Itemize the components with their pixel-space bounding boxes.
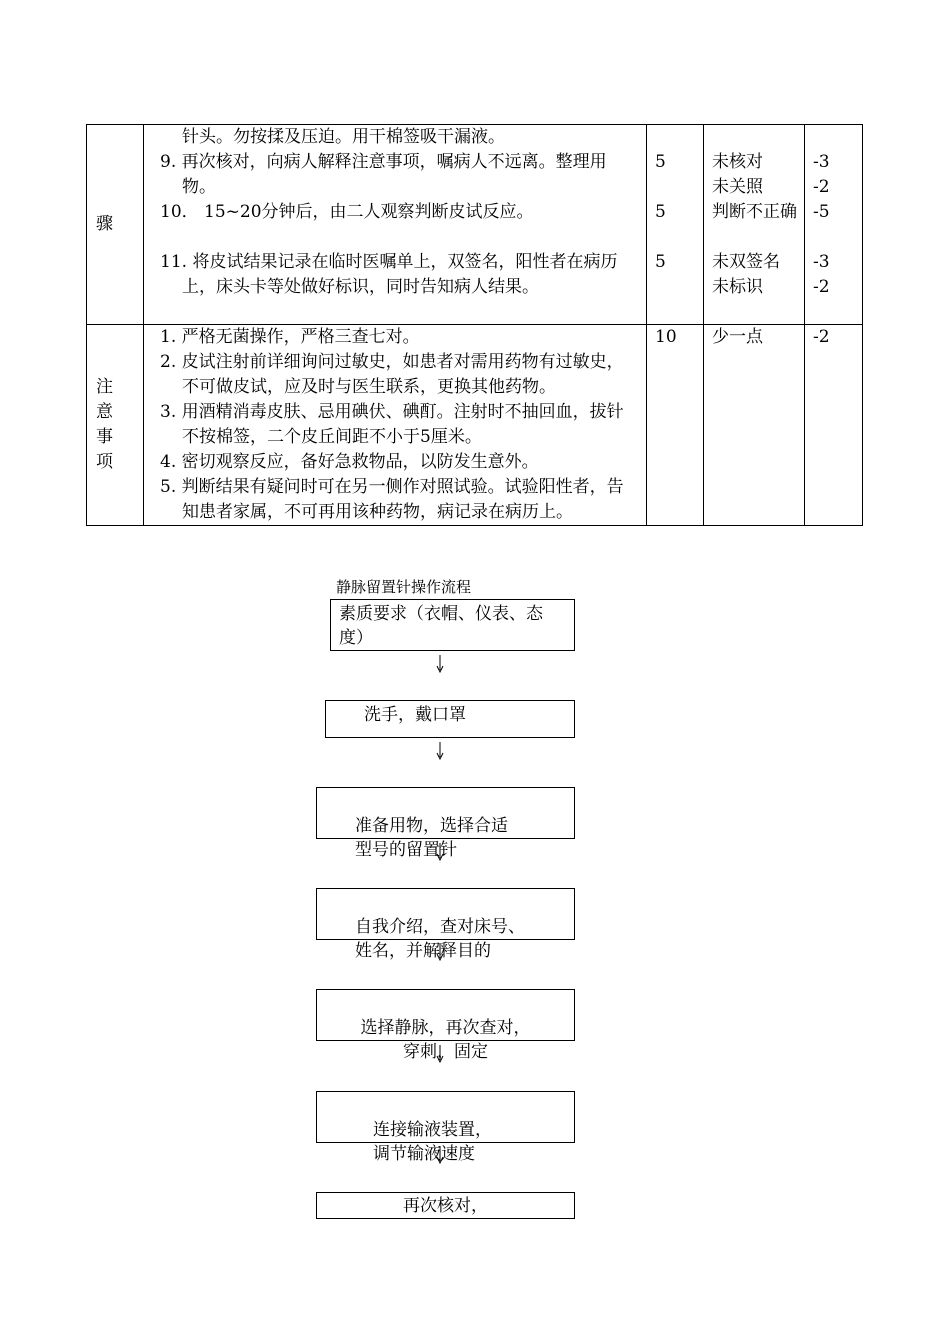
category-char: 意	[96, 402, 113, 422]
down-arrow-icon	[435, 742, 445, 760]
category-char: 项	[96, 452, 113, 472]
category-char: 事	[96, 427, 113, 447]
content-cell	[144, 325, 647, 526]
score-value: 5	[655, 202, 666, 222]
deduction-text: 未核对	[712, 152, 763, 172]
flow-step-text: 素质要求（衣帽、仪表、态度）	[339, 604, 543, 648]
note-text: 1. 严格无菌操作，严格三查七对。	[160, 327, 420, 347]
down-arrow-icon	[435, 1045, 445, 1063]
flow-step-introduce-verify	[316, 888, 575, 961]
category-cell	[87, 325, 144, 526]
points-cell	[805, 125, 863, 325]
table-row	[87, 325, 863, 526]
table-row	[87, 125, 863, 325]
points-value: -2	[813, 277, 830, 297]
deduction-text: 未双签名	[712, 252, 780, 272]
points-value: -3	[813, 152, 830, 172]
category-label: 骤	[96, 214, 113, 234]
flow-step-wash-hands	[325, 700, 575, 738]
points-value: -2	[813, 327, 830, 347]
step-text: 10． 15~20分钟后，由二人观察判断皮试反应。	[160, 202, 534, 222]
step-text: 针头。勿按揉及压迫。用干棉签吸干漏液。	[182, 127, 505, 147]
deduction-text: 判断不正确	[712, 202, 797, 222]
flow-step-select-vein	[316, 989, 575, 1062]
deduction-text: 少一点	[712, 327, 763, 347]
note-text: 3. 用酒精消毒皮肤、忌用碘伏、碘酊。注射时不抽回血，拔针不按棉签，二个皮丘间距不小于5厘米。	[160, 402, 624, 447]
note-text: 2. 皮试注射前详细询问过敏史，如患者对需用药物有过敏史，不可做皮试，应及时与医生联系，更换其他药物。	[160, 352, 624, 397]
down-arrow-icon	[435, 1146, 445, 1164]
points-cell	[805, 325, 863, 526]
deduction-cell	[704, 125, 805, 325]
flow-step-text: 准备用物，选择合适 型号的留置针	[355, 816, 508, 860]
flowchart-title: 静脉留置针操作流程	[336, 578, 472, 596]
points-value: -5	[813, 202, 830, 222]
content-cell	[144, 125, 647, 325]
deduction-cell	[704, 325, 805, 526]
points-value: -3	[813, 252, 830, 272]
category-cell	[87, 125, 144, 325]
step-text: 11. 将皮试结果记录在临时医嘱单上，双签名，阳性者在病历上，床头卡等处做好标识，同时告知病人结果。	[160, 252, 618, 297]
deduction-text: 未标识	[712, 277, 763, 297]
flow-step-text: 洗手，戴口罩	[364, 705, 466, 725]
note-text: 4. 密切观察反应，备好急救物品，以防发生意外。	[160, 452, 539, 472]
flow-step-quality-requirements	[330, 599, 575, 651]
score-value: 5	[655, 152, 666, 172]
deduction-text: 未关照	[712, 177, 763, 197]
score-value: 10	[655, 327, 677, 347]
flow-step-text: 自我介绍，查对床号、 姓名，并解释目的	[355, 917, 525, 961]
flow-step-recheck	[316, 1192, 575, 1219]
flow-step-text: 连接输液装置， 调节输液速度	[373, 1120, 492, 1164]
points-value: -2	[813, 177, 830, 197]
down-arrow-icon	[435, 943, 445, 961]
step-text: 9. 再次核对，向病人解释注意事项，嘱病人不远离。整理用物。	[160, 152, 607, 197]
down-arrow-icon	[435, 655, 445, 673]
flow-step-text: 再次核对，	[403, 1196, 488, 1216]
scoring-table	[86, 124, 863, 526]
score-cell	[647, 325, 704, 526]
score-cell	[647, 125, 704, 325]
flow-step-connect-infusion	[316, 1091, 575, 1164]
score-value: 5	[655, 252, 666, 272]
flow-step-prepare-supplies	[316, 787, 575, 860]
category-char: 注	[96, 377, 113, 397]
flow-step-text: 选择静脉，再次查对， 穿刺，固定	[360, 1018, 531, 1062]
note-text: 5. 判断结果有疑问时可在另一侧作对照试验。试验阳性者，告知患者家属，不可再用该种药物，病记录在病历上。	[160, 477, 624, 522]
down-arrow-icon	[435, 843, 445, 861]
